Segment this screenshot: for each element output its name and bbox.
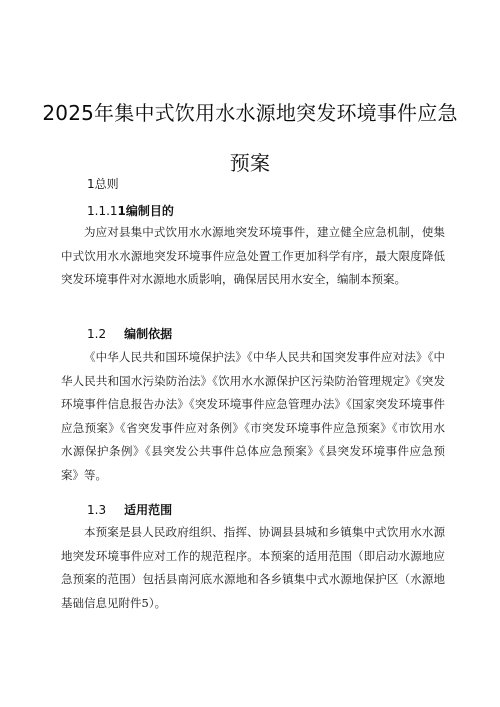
- subsection-title: 编制依据: [124, 327, 173, 341]
- paragraph-scope: 本预案是县人民政府组织、指挥、协调县县城和乡镇集中式饮用水水源地突发环境事件应对工作的规范程序。本预案的适用范围（即启动水源地应急预案的范围）包括县南河底水源地和各乡镇集中式水源地保护区（水源地基础信息见附件5）。: [61, 525, 445, 610]
- subsection-heading-scope: [87, 501, 172, 518]
- subsection-number: 1.3: [87, 503, 107, 517]
- subsection-title: 1编制目的: [117, 204, 174, 218]
- subsection-heading-purpose: [87, 202, 174, 219]
- subsection-number: 1.2: [87, 327, 107, 341]
- paragraph-basis: 《中华人民共和国环境保护法》《中华人民共和国突发事件应对法》《中华人民共和国水污染防治法》《饮用水水源保护区污染防治管理规定》《突发环境事件信息报告办法》《突发环境事件应急管理办法》《国家突发环境事件应急预案》《省突发事件应对条例》《市突发环境事件应急预案》《市饮用水水源保护条例》《县突发公共事件总体应急预案》《县突发环境事件应急预案》等。: [61, 350, 445, 482]
- subsection-number: 1.1.1: [87, 204, 118, 218]
- document-title-line-1: 2025年集中式饮用水水源地突发环境事件应急: [42, 101, 458, 125]
- paragraph-purpose: 为应对县集中式饮用水水源地突发环境事件，建立健全应急机制，使集中式饮用水水源地突发环境事件应急处置工作更加科学有序，最大限度降低突发环境事件对水源地水质影响，确保居民用水安全，编制本预案。: [61, 225, 445, 286]
- subsection-heading-basis: [87, 325, 172, 342]
- section-heading-general: 1总则: [87, 177, 119, 191]
- document-title-line-2: 预案: [229, 151, 271, 175]
- subsection-title: 适用范围: [124, 503, 173, 517]
